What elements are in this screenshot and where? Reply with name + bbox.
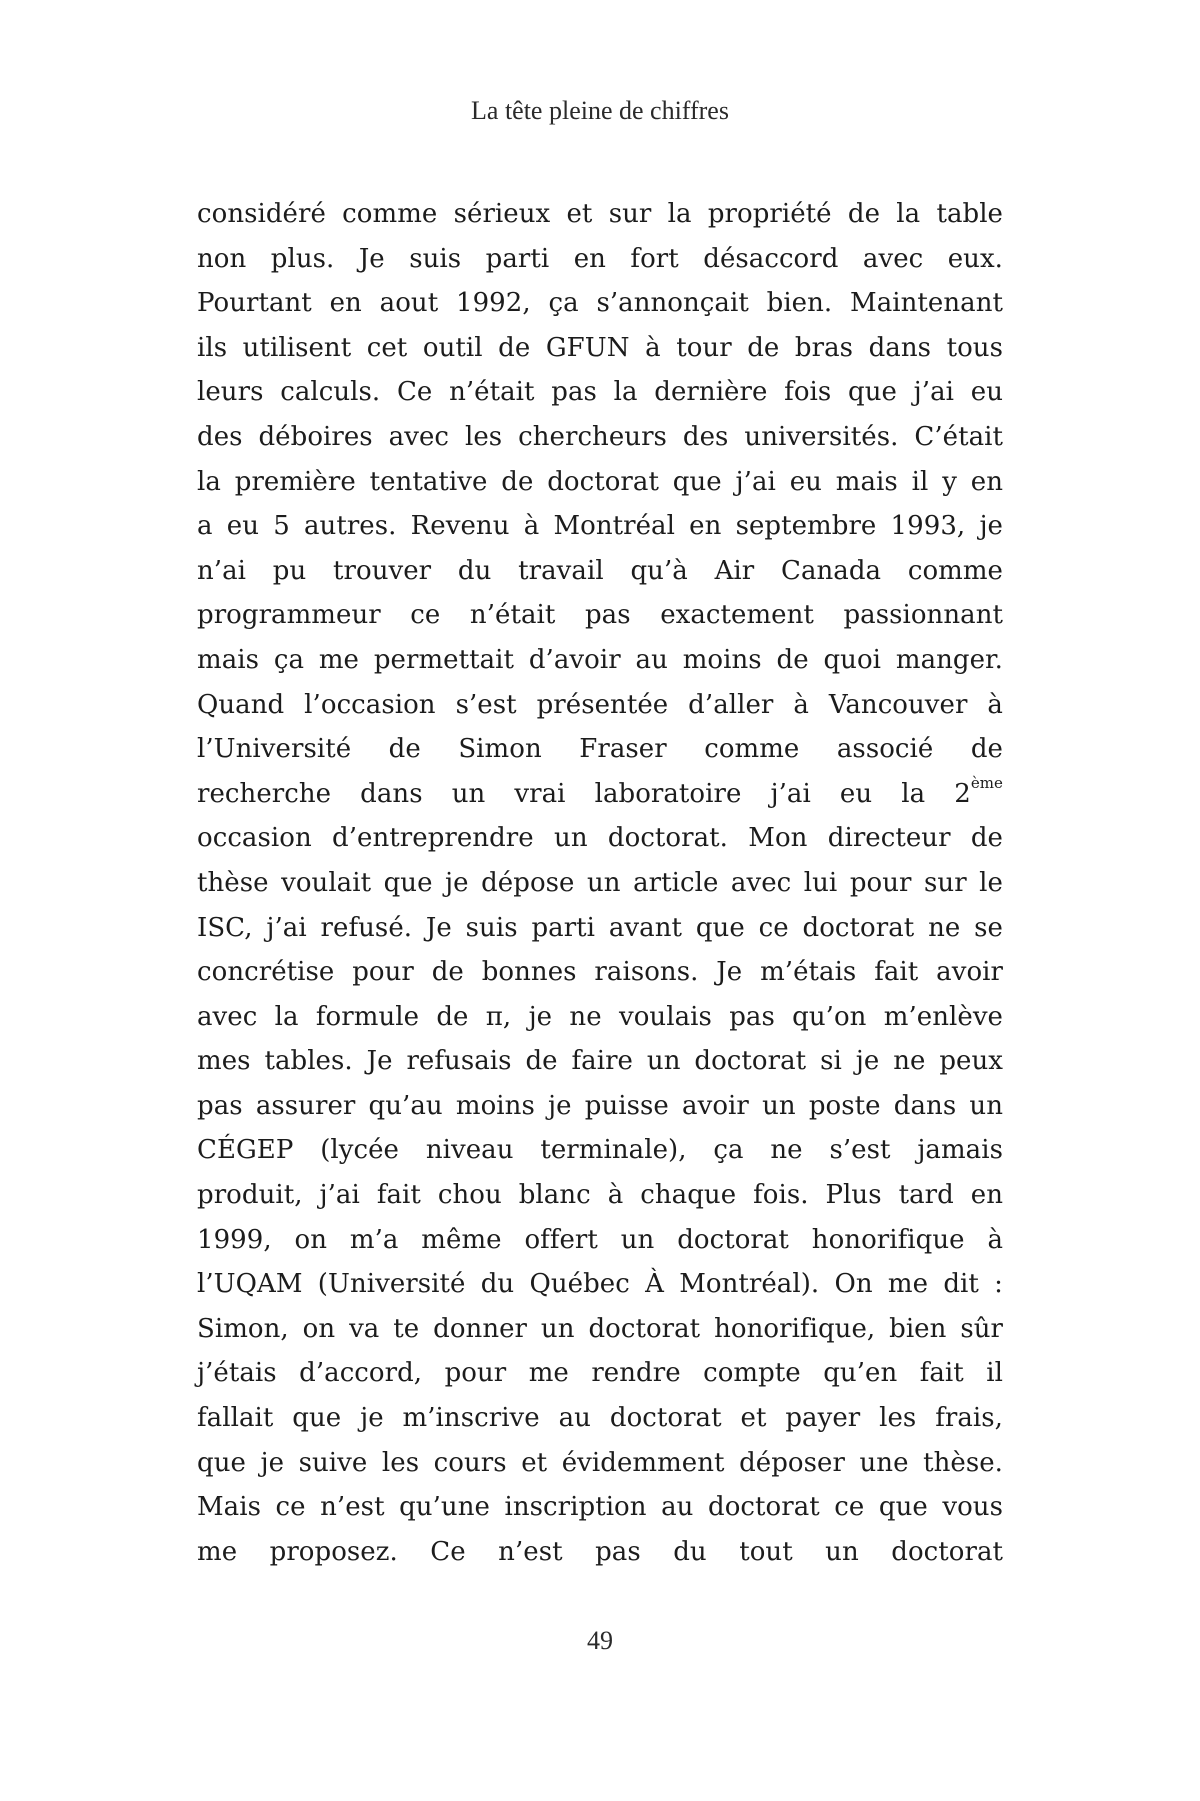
body-text: [197, 192, 1003, 1574]
text-line: l’Université de Simon Fraser comme associé de: [197, 734, 1003, 765]
text-line: ISC, j’ai refusé. Je suis parti avant que ce doctorat ne se: [197, 912, 1003, 943]
text-line: Quand l’occasion s’est présentée d’aller à Vancouver à: [197, 689, 1003, 720]
text-line: ils utilisent cet outil de GFUN à tour de bras dans tous: [197, 332, 1003, 363]
running-header: La tête pleine de chiffres: [471, 96, 729, 125]
text-line: mais ça me permettait d’avoir au moins de quoi manger.: [197, 644, 1003, 675]
text-line-with-superscript: [197, 772, 1003, 817]
text-line: a eu 5 autres. Revenu à Montréal en septembre 1993, je: [197, 511, 1003, 542]
text-line: thèse voulait que je dépose un article avec lui pour sur le: [197, 867, 1003, 898]
text-line: la première tentative de doctorat que j’ai eu mais il y en: [197, 466, 1003, 497]
text-line: des déboires avec les chercheurs des universités. C’était: [197, 421, 1003, 452]
text-line: avec la formule de π, je ne voulais pas qu’on m’enlève: [197, 1001, 1003, 1032]
page-number: 49: [587, 1626, 613, 1655]
text-line: pas assurer qu’au moins je puisse avoir un poste dans un: [197, 1090, 1003, 1121]
text-line: occasion d’entreprendre un doctorat. Mon directeur de: [197, 823, 1003, 854]
text-line: 1999, on m’a même offert un doctorat honorifique à: [197, 1224, 1003, 1255]
text-line: Mais ce n’est qu’une inscription au doctorat ce que vous: [197, 1492, 1003, 1523]
text-line: considéré comme sérieux et sur la propriété de la table: [197, 199, 1003, 229]
text-line: que je suive les cours et évidemment déposer une thèse.: [197, 1447, 1003, 1478]
text-line: produit, j’ai fait chou blanc à chaque fois. Plus tard en: [197, 1180, 1003, 1211]
text-line: fallait que je m’inscrive au doctorat et payer les frais,: [197, 1403, 1003, 1434]
text-line: mes tables. Je refusais de faire un doctorat si je ne peux: [197, 1046, 1003, 1077]
text-line-main: recherche dans un vrai laboratoire j’ai eu la 2: [197, 778, 971, 809]
text-line: j’étais d’accord, pour me rendre compte qu’en fait il: [197, 1358, 1003, 1389]
text-line: n’ai pu trouver du travail qu’à Air Canada comme: [197, 555, 1003, 586]
text-line: programmeur ce n’était pas exactement passionnant: [197, 600, 1003, 631]
text-line: Simon, on va te donner un doctorat honorifique, bien sûr: [197, 1313, 1003, 1344]
text-line: concrétise pour de bonnes raisons. Je m’étais fait avoir: [197, 957, 1003, 988]
text-line: Pourtant en aout 1992, ça s’annonçait bien. Maintenant: [197, 288, 1003, 319]
text-line: l’UQAM (Université du Québec À Montréal). On me dit :: [197, 1269, 1003, 1300]
text-line: CÉGEP (lycée niveau terminale), ça ne s’est jamais: [197, 1135, 1003, 1166]
text-line: leurs calculs. Ce n’était pas la dernière fois que j’ai eu: [197, 377, 1003, 408]
text-line: non plus. Je suis parti en fort désaccord avec eux.: [197, 243, 1003, 274]
ordinal-superscript: ème: [970, 774, 1003, 793]
text-line: me proposez. Ce n’est pas du tout un doctorat: [197, 1536, 1003, 1567]
